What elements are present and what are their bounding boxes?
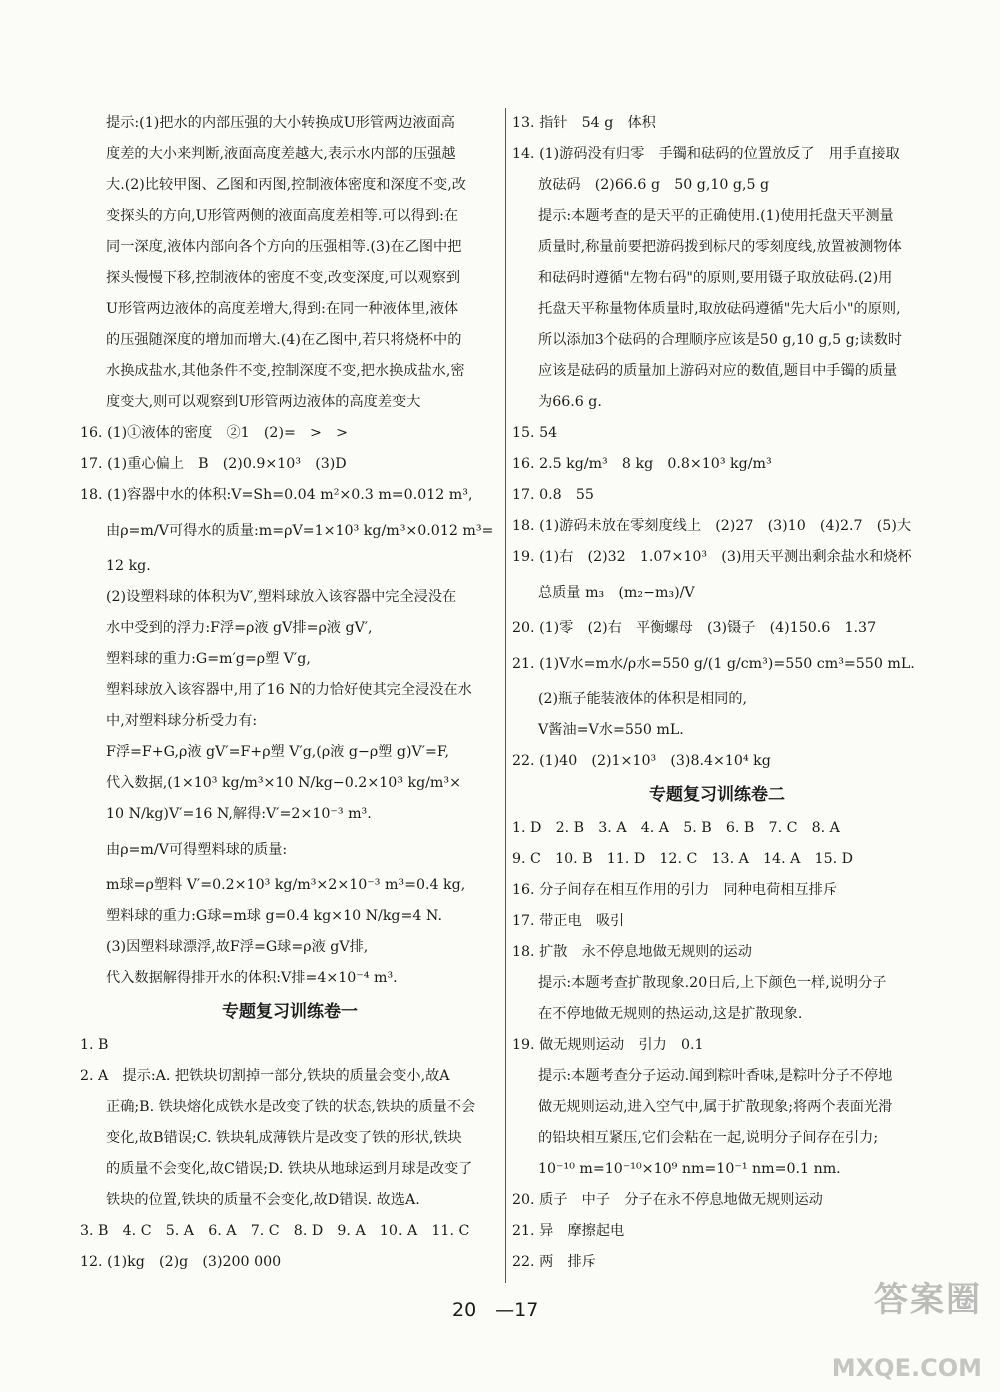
answer-line: 17. (1)重心偏上 B (2)0.9×10³ (3)D [80,456,347,472]
answer-line: 14. (1)游码没有归零 手镯和砝码的位置放反了 用手直接取 [512,146,900,162]
answer-line: 度差的大小来判断,液面高度差越大,表示水内部的压强越 [106,146,456,162]
answer-line: U形管两边液体的高度差增大,得到:在同一种液体里,液体 [106,301,459,317]
answer-line: 水中受到的浮力:F浮=ρ液 gV排=ρ液 gV′, [106,620,373,636]
answer-line: 17. 0.8 55 [512,487,594,503]
answer-line: 19. (1)右 (2)32 1.07×10³ (3)用天平测出剩余盐水和烧杯 [512,549,912,565]
answer-line: 12. (1)kg (2)g (3)200 000 [80,1254,282,1270]
answer-line: 提示:本题考查的是天平的正确使用.(1)使用托盘天平测量 [538,208,894,224]
answer-line: 16. 2.5 kg/m³ 8 kg 0.8×10³ kg/m³ [512,456,772,472]
answer-line: 同一深度,液体内部向各个方向的压强相等.(3)在乙图中把 [106,239,462,255]
answer-line: m球=ρ塑料 V′=0.2×10³ kg/m³×2×10⁻³ m³=0.4 kg, [106,877,466,893]
answer-line: 21. 异 摩擦起电 [512,1223,625,1239]
answer-line: 13. 指针 54 g 体积 [512,115,656,131]
answer-line: 3. B 4. C 5. A 6. A 7. C 8. D 9. A 10. A 11. C [80,1223,470,1239]
answer-line: 的铅块相互紧压,它们会粘在一起,说明分子间存在引力; [538,1130,879,1146]
answer-line: 18. (1)游码未放在零刻度线上 (2)27 (3)10 (4)2.7 (5)大 [512,518,912,534]
answer-line: 水换成盐水,其他条件不变,控制深度不变,把水换成盐水,密 [106,363,465,379]
answer-line: (2)设塑料球的体积为V′,塑料球放入该容器中完全浸没在 [106,589,457,605]
answer-line: 10 N/kg)V′=16 N,解得:V′=2×10⁻³ m³. [106,806,372,822]
answer-line: 代入数据,(1×10³ kg/m³×10 N/kg−0.2×10³ kg/m³× [106,775,461,791]
answer-line: 18. 扩散 永不停息地做无规则的运动 [512,944,752,960]
answer-line: 变探头的方向,U形管两侧的液面高度差相等.可以得到:在 [106,208,459,224]
answer-line: 放砝码 (2)66.6 g 50 g,10 g,5 g [538,177,770,193]
left-column [80,108,500,1278]
answer-line: 应该是砝码的质量加上游码对应的数值,题目中手镯的质量 [538,363,898,379]
watermark [812,1272,982,1382]
answer-line: 16. 分子间存在相互作用的引力 同种电荷相互排斥 [512,882,838,898]
answer-line: 21. (1)V水=m水/ρ水=550 g/(1 g/cm³)=550 cm³=550 mL. [512,656,915,672]
answer-line: 提示:本题考查扩散现象.20日后,上下颜色一样,说明分子 [538,975,887,991]
answer-line: 做无规则运动,进入空气中,属于扩散现象;将两个表面光滑 [538,1099,893,1115]
answer-line: 塑料球的重力:G=m′g=ρ塑 V′g, [106,651,311,667]
answer-line: 20. 质子 中子 分子在永不停息地做无规则运动 [512,1192,823,1208]
answer-line: 变化,故B错误;C. 铁块轧成薄铁片是改变了铁的形状,铁块 [106,1130,462,1146]
answer-line: (2)瓶子能装液体的体积是相同的, [538,691,748,707]
answer-line: 提示:本题考查分子运动.闻到粽叶香味,是粽叶分子不停地 [538,1068,893,1084]
answer-line: F浮=F+G,ρ液 gV′=F+ρ塑 V′g,(ρ液 g−ρ塑 g)V′=F, [106,744,449,760]
answer-line: 18. (1)容器中水的体积:V=Sh=0.04 m²×0.3 m=0.012 m³, [80,487,473,503]
answer-line: 质量时,称量前要把游码拨到标尺的零刻度线,放置被测物体 [538,239,902,255]
answer-line: 提示:(1)把水的内部压强的大小转换成U形管两边液面高 [106,115,455,131]
answer-line: 22. (1)40 (2)1×10³ (3)8.4×10⁴ kg [512,753,771,769]
section-heading: 专题复习训练卷二 [649,785,785,805]
answer-line: 正确;B. 铁块熔化成铁水是改变了铁的状态,铁块的质量不会 [106,1099,476,1115]
answer-line: 在不停地做无规则的热运动,这是扩散现象. [538,1006,803,1022]
answer-line: 12 kg. [106,558,151,574]
answer-line: 探头慢慢下移,控制液体的密度不变,改变深度,可以观察到 [106,270,461,286]
answer-line: 1. B [80,1037,109,1053]
answer-line: 19. 做无规则运动 引力 0.1 [512,1037,704,1053]
page-number: 20 —17 [452,1299,539,1321]
answer-line: 20. (1)零 (2)右 平衡螺母 (3)镊子 (4)150.6 1.37 [512,620,877,636]
answer-line: (3)因塑料球漂浮,故F浮=G球=ρ液 gV排, [106,939,369,955]
answer-line: 16. (1)①液体的密度 ②1 (2)= > > [80,425,349,441]
right-column [512,108,922,1278]
answer-line: 大.(2)比较甲图、乙图和丙图,控制液体密度和深度不变,改 [106,177,466,193]
answer-line: 铁块的位置,铁块的质量不会变化,故D错误. 故选A. [106,1192,420,1208]
answer-line: 塑料球放入该容器中,用了16 N的力恰好使其完全浸没在水 [106,682,472,698]
answer-line: 15. 54 [512,425,558,441]
answer-line: 9. C 10. B 11. D 12. C 13. A 14. A 15. D [512,851,853,867]
answer-line: 代入数据解得排开水的体积:V排=4×10⁻⁴ m³. [106,970,398,986]
answer-line: 托盘天平称量物体质量时,取放砝码遵循"先大后小"的原则, [538,301,901,317]
watermark-text: 答案圈 [874,1280,982,1320]
answer-line: 总质量 m₃ (m₂−m₃)/V [538,585,695,601]
answer-line: V酱油=V水=550 mL. [538,722,684,738]
watermark-url: MXQE.COM [831,1354,982,1382]
answer-line: 由ρ=m/V可得塑料球的质量: [106,842,288,858]
answer-line: 10⁻¹⁰ m=10⁻¹⁰×10⁹ nm=10⁻¹ nm=0.1 nm. [538,1161,841,1177]
answer-line: 中,对塑料球分析受力有: [106,713,258,729]
answer-line: 和砝码时遵循"左物右码"的原则,要用镊子取放砝码.(2)用 [538,270,893,286]
answer-line: 22. 两 排斥 [512,1254,596,1270]
answer-line: 的质量不会变化,故C错误;D. 铁块从地球运到月球是改变了 [106,1161,473,1177]
answer-line: 2. A 提示:A. 把铁块切割掉一部分,铁块的质量会变小,故A [80,1068,450,1084]
answer-line: 为66.6 g. [538,394,602,410]
column-divider [505,108,506,1283]
answer-line: 1. D 2. B 3. A 4. A 5. B 6. B 7. C 8. A [512,820,840,836]
answer-line: 的压强随深度的增加而增大.(4)在乙图中,若只将烧杯中的 [106,332,462,348]
answer-line: 17. 带正电 吸引 [512,913,625,929]
section-heading: 专题复习训练卷一 [222,1002,358,1022]
answer-line: 塑料球的重力:G球=m球 g=0.4 kg×10 N/kg=4 N. [106,908,442,924]
answer-line: 所以添加3个砝码的合理顺序应该是50 g,10 g,5 g;读数时 [538,332,903,348]
answer-line: 由ρ=m/V可得水的质量:m=ρV=1×10³ kg/m³×0.012 m³= [106,523,494,539]
answer-line: 度变大,则可以观察到U形管两边液体的高度差变大 [106,394,421,410]
